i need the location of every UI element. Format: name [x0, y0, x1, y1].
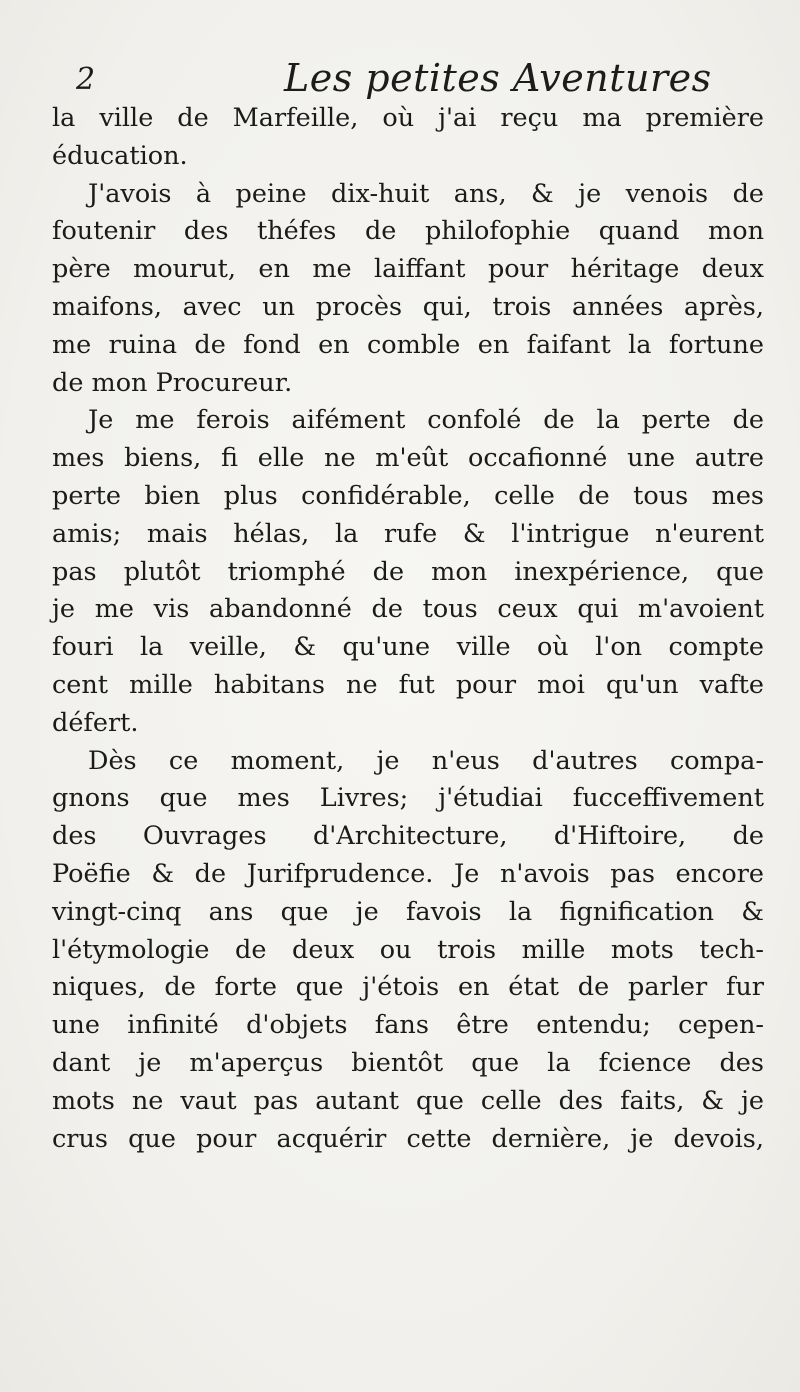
body-text	[52, 100, 764, 1158]
text-line: perte bien plus confidérable, celle de tous mes	[52, 480, 764, 511]
text-line: pas plutôt triomphé de mon inexpérience, que	[52, 556, 764, 587]
text-line: crus que pour acquérir cette dernière, je devois,	[52, 1123, 764, 1154]
text-line: père mourut, en me laiffant pour héritage deux	[52, 254, 764, 285]
page-number: 2	[76, 62, 96, 97]
text-line: des Ouvrages d'Architecture, d'Hiftoire, de	[52, 821, 764, 852]
text-line: mots ne vaut pas autant que celle des faits, & je	[52, 1085, 764, 1116]
text-line: mes biens, fi elle ne m'eût occafionné une autre	[52, 443, 764, 474]
text-line: me ruina de fond en comble en faifant la fortune	[52, 329, 764, 360]
text-line: cent mille habitans ne fut pour moi qu'un vafte	[52, 669, 764, 700]
text-line: de mon Procureur.	[52, 367, 293, 398]
paragraph-2	[52, 176, 764, 403]
text-line: éducation.	[52, 140, 188, 171]
text-line: J'avois à peine dix-huit ans, & je venois de	[88, 178, 764, 209]
text-line: Dès ce moment, je n'eus d'autres compa-	[88, 745, 764, 776]
text-line: amis; mais hélas, la rufe & l'intrigue n'eurent	[52, 518, 764, 549]
text-line: l'étymologie de deux ou trois mille mots tech-	[52, 934, 764, 965]
page-header	[52, 56, 752, 102]
text-line: défert.	[52, 707, 139, 738]
paragraph-4	[52, 743, 764, 1159]
text-line: je me vis abandonné de tous ceux qui m'avoient	[52, 594, 764, 625]
text-line: foutenir des théfes de philofophie quand mon	[52, 216, 764, 247]
paragraph-1	[52, 100, 764, 176]
text-line: Poëfie & de Jurifprudence. Je n'avois pas encore	[52, 858, 764, 889]
text-line: Je me ferois aifément confolé de la perte de	[88, 405, 764, 436]
text-line: la ville de Marfeille, où j'ai reçu ma première	[52, 103, 764, 133]
text-line: gnons que mes Livres; j'étudiai fucceffivement	[52, 783, 764, 814]
text-line: dant je m'aperçus bientôt que la fcience des	[52, 1047, 764, 1078]
running-title: Les petites Aventures	[284, 56, 712, 100]
paragraph-3	[52, 402, 764, 742]
text-line: maifons, avec un procès qui, trois années après,	[52, 291, 764, 322]
text-line: une infinité d'objets fans être entendu; cepen-	[52, 1010, 764, 1041]
text-line: vingt-cinq ans que je favois la fignification &	[52, 896, 764, 927]
text-line: fouri la veille, & qu'une ville où l'on compte	[52, 632, 764, 663]
text-line: niques, de forte que j'étois en état de parler fur	[52, 972, 764, 1003]
